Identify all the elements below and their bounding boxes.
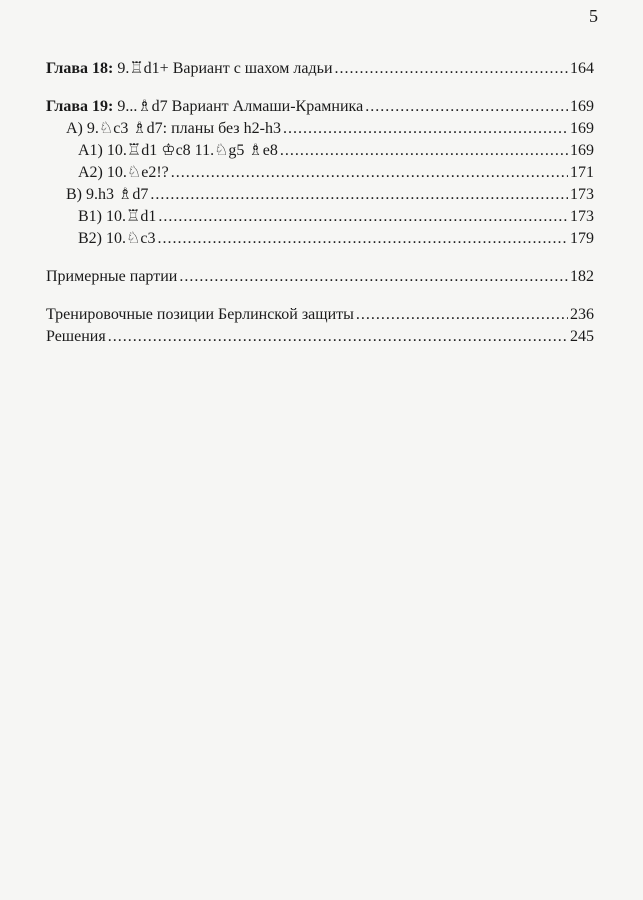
toc-entry-section-a1[interactable] (46, 140, 594, 162)
leader-dots (280, 140, 568, 162)
toc-entry-sample-games[interactable] (46, 266, 594, 288)
entry-title: Решения (46, 328, 106, 345)
entry-title: Примерные партии (46, 268, 178, 285)
entry-title: Тренировочные позиции Берлинской защиты (46, 306, 354, 323)
entry-page: 236 (570, 306, 594, 323)
toc-entry-section-a2[interactable] (46, 162, 594, 184)
entry-title: B2) 10.♘c3 (78, 230, 156, 247)
entry-page: 245 (570, 328, 594, 345)
entry-page: 173 (570, 186, 594, 203)
leader-dots (158, 206, 568, 228)
entry-title: 9...♗d7 Вариант Алмаши-Крамника (113, 98, 364, 115)
leader-dots (150, 184, 568, 206)
toc-entry-section-b1[interactable] (46, 206, 594, 228)
toc-entry-training-positions[interactable] (46, 304, 594, 326)
leader-dots (157, 228, 568, 250)
entry-page: 169 (570, 120, 594, 137)
leader-dots (108, 326, 568, 348)
page-number: 5 (589, 6, 598, 26)
chapter-label: Глава 18: (46, 60, 114, 77)
entry-title: A) 9.♘c3 ♗d7: планы без h2-h3 (66, 120, 281, 137)
toc-entry-chapter-19[interactable] (46, 96, 594, 118)
chapter-label: Глава 19: (46, 98, 114, 115)
toc-entry-section-b[interactable] (46, 184, 594, 206)
toc-entry-section-a[interactable] (46, 118, 594, 140)
entry-page: 182 (570, 268, 594, 285)
leader-dots (179, 266, 568, 288)
entry-title: A2) 10.♘e2!? (78, 164, 169, 181)
leader-dots (356, 304, 568, 326)
entry-page: 173 (570, 208, 594, 225)
entry-page: 164 (570, 60, 594, 77)
entry-title: B1) 10.♖d1 (78, 208, 157, 225)
entry-page: 171 (570, 164, 594, 181)
entry-title: B) 9.h3 ♗d7 (66, 186, 149, 203)
entry-title: A1) 10.♖d1 ♔c8 11.♘g5 ♗e8 (78, 142, 278, 159)
table-of-contents (46, 58, 594, 348)
toc-entry-chapter-18[interactable] (46, 58, 594, 80)
toc-entry-solutions[interactable] (46, 326, 594, 348)
toc-entry-section-b2[interactable] (46, 228, 594, 250)
entry-page: 169 (570, 142, 594, 159)
leader-dots (171, 162, 568, 184)
leader-dots (335, 58, 568, 80)
entry-page: 179 (570, 230, 594, 247)
entry-title: 9.♖d1+ Вариант с шахом ладьи (113, 60, 333, 77)
entry-page: 169 (570, 98, 594, 115)
leader-dots (365, 96, 568, 118)
leader-dots (283, 118, 568, 140)
